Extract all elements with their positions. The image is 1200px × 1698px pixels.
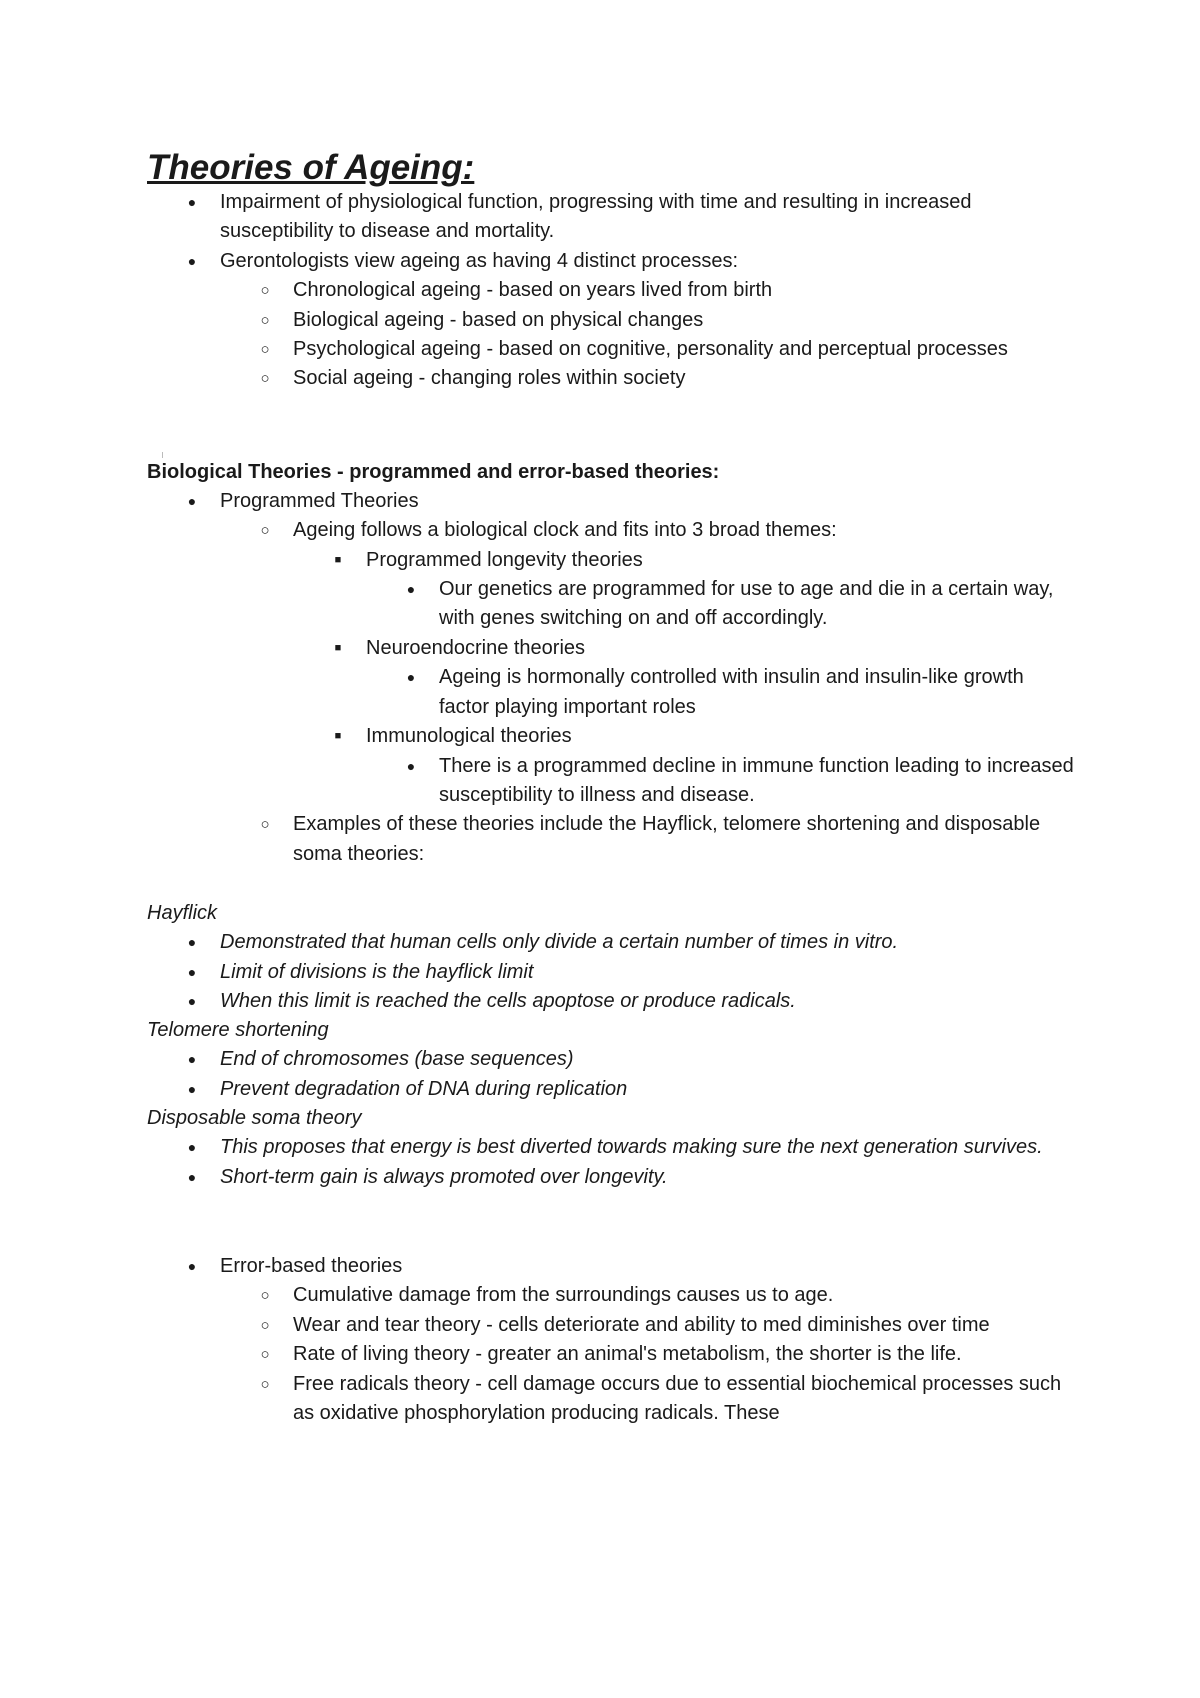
list-item: ○ Rate of living theory - greater an animal's metabolism, the shorter is the life. <box>147 1340 1077 1369</box>
bullet-circle-icon: ○ <box>260 311 270 329</box>
list-item: ● Limit of divisions is the hayflick limit <box>147 958 1077 987</box>
bullet-square-icon: ■ <box>334 730 342 743</box>
list-item: ○ Social ageing - changing roles within society <box>147 364 1077 393</box>
hayflick-list <box>147 928 1077 1016</box>
list-item: ○ Biological ageing - based on physical changes <box>147 306 1077 335</box>
bullet-circle-icon: ○ <box>260 282 270 300</box>
page-title: Theories of Ageing: <box>147 148 475 187</box>
list-item: ● Prevent degradation of DNA during replication <box>147 1075 1077 1104</box>
bullet-disc-icon: ● <box>187 1139 197 1156</box>
list-item: ■ Immunological theories <box>147 722 1077 751</box>
bullet-circle-icon: ○ <box>260 1375 270 1393</box>
bullet-circle-icon: ○ <box>260 816 270 834</box>
list-item: ● End of chromosomes (base sequences) <box>147 1045 1077 1074</box>
bullet-disc-icon: ● <box>187 492 197 509</box>
bullet-disc-icon: ● <box>187 194 197 210</box>
list-item: ● Short-term gain is always promoted over longevity. <box>147 1163 1077 1192</box>
list-item: ○ Cumulative damage from the surroundings causes us to age. <box>147 1281 1077 1310</box>
bullet-circle-icon: ○ <box>260 370 270 388</box>
bullet-circle-icon: ○ <box>260 341 270 359</box>
list-item: ○ Examples of these theories include the Hayflick, telomere shortening and disposable soma theories: <box>147 810 1077 869</box>
list-item: ● Error-based theories <box>147 1252 1077 1281</box>
spacer <box>147 394 1077 458</box>
list-item: ○ Chronological ageing - based on years lived from birth <box>147 276 1077 305</box>
list-item: ● There is a programmed decline in immune function leading to increased susceptibility to illness and disease. <box>147 752 1077 811</box>
bullet-square-icon: ■ <box>334 553 342 566</box>
subheading-hayflick: Hayflick <box>147 902 218 925</box>
error-list <box>147 1252 1077 1428</box>
subheading-soma: Disposable soma theory <box>147 1107 362 1130</box>
bullet-circle-icon: ○ <box>260 522 270 540</box>
bullet-disc-icon: ● <box>187 963 197 980</box>
list-item: ○ Psychological ageing - based on cognitive, personality and perceptual processes <box>147 335 1077 364</box>
list-item: ○ Ageing follows a biological clock and fits into 3 broad themes: <box>147 516 1077 545</box>
programmed-list <box>147 487 1077 869</box>
bullet-disc-icon: ● <box>187 992 197 1009</box>
bullet-disc-icon: ● <box>406 669 416 686</box>
bullet-circle-icon: ○ <box>260 1316 270 1334</box>
list-item: ● Gerontologists view ageing as having 4 distinct processes: <box>147 247 1077 276</box>
bullet-disc-icon: ● <box>187 1257 197 1274</box>
bullet-circle-icon: ○ <box>260 1346 270 1364</box>
list-item: ■ Programmed longevity theories <box>147 546 1077 575</box>
list-item: ● Programmed Theories <box>147 487 1077 516</box>
bullet-circle-icon: ○ <box>260 1287 270 1305</box>
list-item: ● Impairment of physiological function, progressing with time and resulting in increased susceptibility to disease and mortality. <box>147 188 1077 247</box>
list-item: ● Ageing is hormonally controlled with insulin and insulin-like growth factor playing important roles <box>147 663 1077 722</box>
intro-list <box>147 188 1077 394</box>
list-item: ■ Neuroendocrine theories <box>147 634 1077 663</box>
subheading-telomere: Telomere shortening <box>147 1019 329 1042</box>
telomere-list <box>147 1045 1077 1104</box>
spacer <box>147 869 1077 899</box>
list-item: ○ Free radicals theory - cell damage occurs due to essential biochemical processes such as oxidative phosphorylation producing radicals. These <box>147 1370 1077 1429</box>
bullet-square-icon: ■ <box>334 641 342 654</box>
spacer <box>147 1192 1077 1252</box>
bullet-disc-icon: ● <box>406 757 416 774</box>
bullet-disc-icon: ● <box>187 1080 197 1097</box>
bullet-disc-icon: ● <box>187 1051 197 1068</box>
soma-list <box>147 1133 1077 1192</box>
list-item: ● When this limit is reached the cells apoptose or produce radicals. <box>147 987 1077 1016</box>
document-page <box>147 148 1077 1428</box>
list-item: ● Our genetics are programmed for use to age and die in a certain way, with genes switching on and off accordingly. <box>147 575 1077 634</box>
bullet-disc-icon: ● <box>187 934 197 951</box>
bullet-disc-icon: ● <box>187 252 197 269</box>
bullet-disc-icon: ● <box>187 1168 197 1185</box>
list-item: ● This proposes that energy is best diverted towards making sure the next generation survives. <box>147 1133 1077 1162</box>
list-item: ○ Wear and tear theory - cells deteriorate and ability to med diminishes over time <box>147 1311 1077 1340</box>
list-item: ● Demonstrated that human cells only divide a certain number of times in vitro. <box>147 928 1077 957</box>
section-heading-biological: Biological Theories - programmed and error-based theories: <box>147 460 720 483</box>
bullet-disc-icon: ● <box>406 581 416 598</box>
